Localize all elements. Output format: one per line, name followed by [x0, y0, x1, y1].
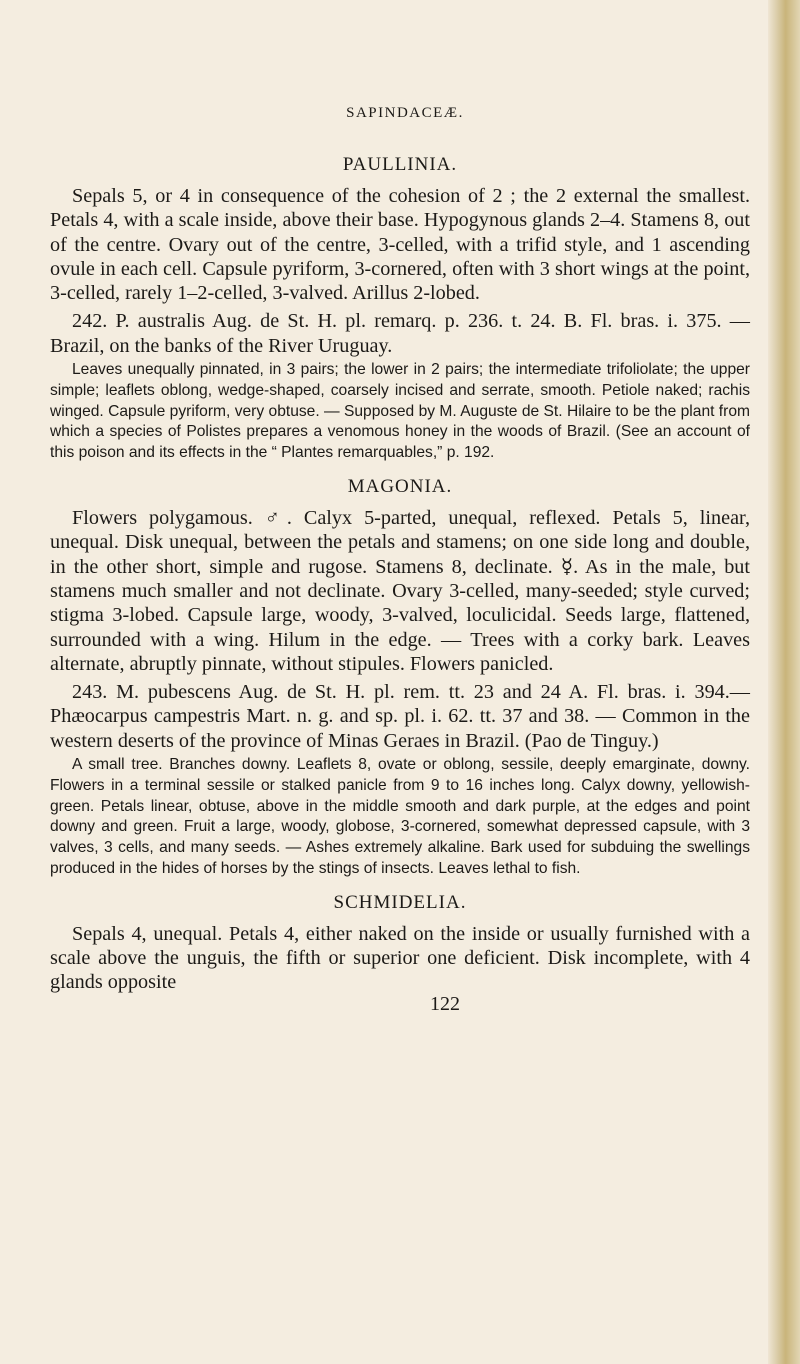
species-entry: 243. M. pubescens Aug. de St. H. pl. rem. tt. 23 and 24 A. Fl. bras. i. 394.— Phæocarpus campestris Mart. n. g. and sp. pl. i. 62. tt. 37 and 38. — Common in the western deserts of the province of Minas Geraes in Brazil. (Pao de Tinguy.) [50, 681, 750, 752]
species-note: A small tree. Branches downy. Leaflets 8, ovate or oblong, sessile, deeply emarginate, downy. Flowers in a terminal sessile or stalked panicle from 9 to 16 inches long. Calyx downy, yellowish-green. Petals linear, obtuse, above in the middle smooth and dark purple, at the edges and point downy and green. Fruit a large, woody, globose, 3-cornered, somewhat depressed capsule, with 3 valves, 3 cells, and many seeds. — Ashes extremely alkaline. Bark used for subduing the swellings produced in the hides of horses by the stings of insects. Leaves lethal to fish. [50, 756, 750, 878]
page-binding-edge [768, 0, 800, 1364]
genus-description: Flowers polygamous. ♂. Calyx 5-parted, unequal, reflexed. Petals 5, linear, unequal. Disk unequal, between the petals and stamens; on one side long and double, in the other short, simple and rugose. Stamens 8, declinate. ☿. As in the male, but stamens much smaller and not declinate. Ovary 3-celled, many-seeded; style curved; stigma 3-lobed. Capsule large, woody, 3-valved, loculicidal. Seeds large, flattened, surrounded with a wing. Hilum in the edge. — Trees with a corky bark. Leaves alternate, abruptly pinnate, without stipules. Flowers panicled. [50, 507, 750, 675]
genus-heading: MAGONIA. [347, 476, 453, 498]
book-page [50, 105, 750, 1016]
running-head: SAPINDACEÆ. [346, 105, 464, 121]
species-entry: 242. P. australis Aug. de St. H. pl. remarq. p. 236. t. 24. B. Fl. bras. i. 375. — Brazil, on the banks of the River Uruguay. [50, 310, 750, 357]
section-paullinia [50, 154, 750, 464]
genus-heading: SCHMIDELIA. [333, 891, 467, 913]
section-magonia [50, 476, 750, 880]
genus-description: Sepals 5, or 4 in consequence of the cohesion of 2 ; the 2 external the smallest. Petals 4, with a scale inside, above their base. Hypogynous glands 2–4. Stamens 8, out of the centre. Ovary out of the centre, 3-celled, with a trifid style, and 1 ascending ovule in each cell. Capsule pyriform, 3-cornered, often with 3 short wings at the point, 3-celled, rarely 1–2-celled, 3-valved. Arillus 2-lobed. [50, 185, 750, 305]
section-schmidelia [50, 892, 750, 995]
genus-heading: PAULLINIA. [342, 154, 458, 175]
page-number: 122 [430, 992, 460, 1015]
species-note: Leaves unequally pinnated, in 3 pairs; the lower in 2 pairs; the intermediate trifoliolate; the upper simple; leaflets oblong, wedge-shaped, coarsely incised and serrate, smooth. Petiole naked; rachis winged. Capsule pyriform, very obtuse. — Supposed by M. Auguste de St. Hilaire to be the plant from which a species of Polistes prepares a venomous honey in the woods of Brazil. (See an account of this poison and its effects in the “ Plantes remarquables,” p. 192. [50, 361, 750, 462]
genus-description: Sepals 4, unequal. Petals 4, either naked on the inside or usually furnished with a scale above the unguis, the fifth or superior one deficient. Disk incomplete, with 4 glands opposite [50, 922, 750, 994]
